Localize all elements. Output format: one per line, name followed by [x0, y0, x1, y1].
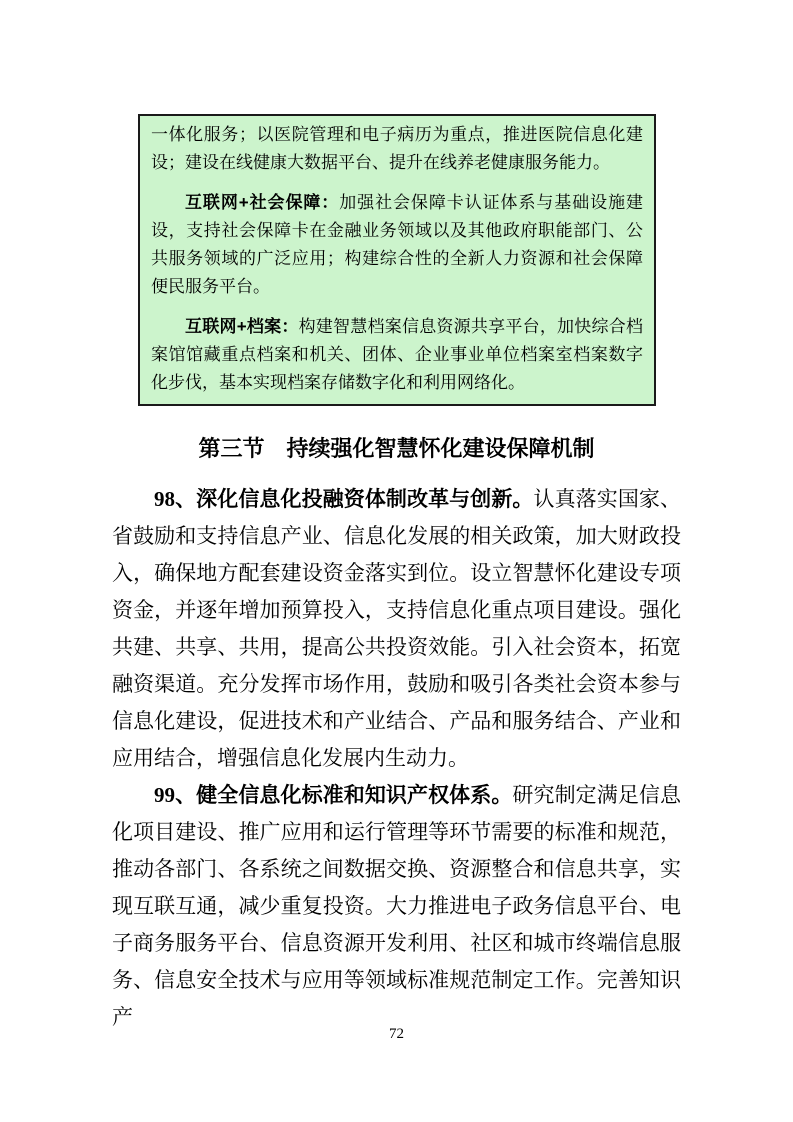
body-paragraph-lead: 99、健全信息化标准和知识产权体系。: [154, 783, 513, 807]
box-paragraph-lead: 互联网+社会保障：: [185, 193, 340, 212]
box-paragraph-text: 一体化服务；以医院管理和电子病历为重点，推进医院信息化建设；建设在线健康大数据平台、提升在线养老健康服务能力。: [151, 125, 643, 172]
box-paragraph-text: 构建智慧档案信息资源共享平台，加快综合档案馆馆藏重点档案和机关、团体、企业事业单位档案室档案数字化步伐，基本实现档案存储数字化和利用网络化。: [151, 317, 643, 392]
body-paragraph-98: [112, 481, 681, 777]
box-paragraph-text: 加强社会保障卡认证体系与基础设施建设，支持社会保障卡在金融业务领域以及其他政府职能部门、公共服务领域的广泛应用；构建综合性的全新人力资源和社会保障便民服务平台。: [151, 193, 643, 296]
body-paragraph-text: 认真落实国家、省鼓励和支持信息产业、信息化发展的相关政策，加大财政投入，确保地方配套建设资金落实到位。设立智慧怀化建设专项资金，并逐年增加预算投入，支持信息化重点项目建设。强化共建、共享、共用，提高公共投资效能。引入社会资本，拓宽融资渠道。充分发挥市场作用，鼓励和吸引各类社会资本参与信息化建设，促进技术和产业结合、产品和服务结合、产业和应用结合，增强信息化发展内生动力。: [112, 487, 681, 770]
page-number: 72: [389, 1026, 404, 1042]
body-paragraph-lead: 98、深化信息化投融资体制改革与创新。: [154, 487, 534, 511]
section-heading: 第三节 持续强化智慧怀化建设保障机制: [198, 436, 595, 461]
body-paragraph-99: [112, 777, 681, 1036]
box-paragraph-lead: 互联网+档案：: [185, 317, 299, 336]
box-paragraph-social-security: [151, 189, 643, 301]
body-text: [112, 481, 681, 1036]
box-paragraph-archives: [151, 313, 643, 397]
box-paragraph-continuation: [151, 121, 643, 177]
body-paragraph-text: 研究制定满足信息化项目建设、推广应用和运行管理等环节需要的标准和规范，推动各部门、各系统之间数据交换、资源整合和信息共享，实现互联互通，减少重复投资。大力推进电子政务信息平台、电子商务服务平台、信息资源开发利用、社区和城市终端信息服务、信息安全技术与应用等领域标准规范制定工作。完善知识产: [112, 783, 682, 1029]
highlight-box: [138, 114, 656, 406]
